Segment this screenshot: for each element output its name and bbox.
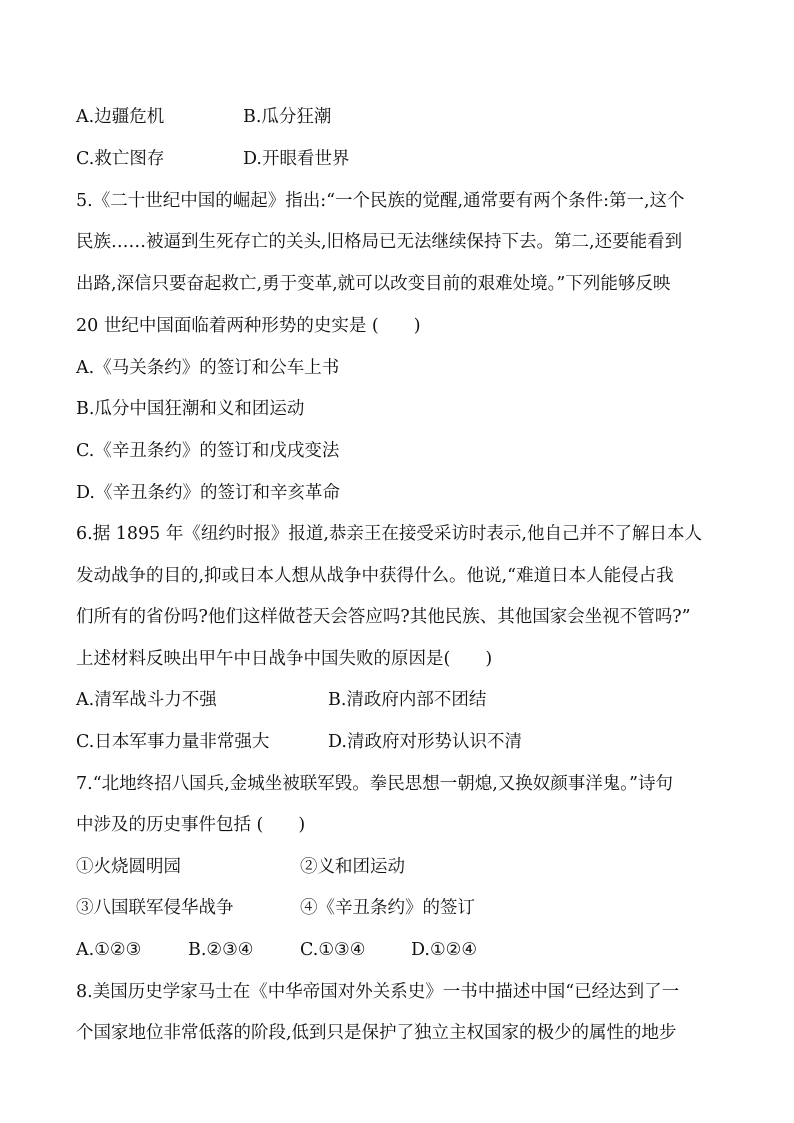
q7-option-b: B.②③④ bbox=[188, 940, 254, 960]
q7-option-a: A.①②③ bbox=[76, 940, 142, 960]
q5-option-b: B.瓜分中国狂潮和义和团运动 bbox=[76, 399, 305, 419]
q4-option-d: D.开眼看世界 bbox=[243, 149, 350, 169]
q5-option-d: D.《辛丑条约》的签订和辛亥革命 bbox=[76, 483, 340, 503]
q6-option-b: B.清政府内部不团结 bbox=[328, 690, 487, 710]
q7-item-4: ④《辛丑条约》的签订 bbox=[300, 898, 475, 918]
q7-option-d: D.①②④ bbox=[411, 940, 478, 960]
q7-item-1: ①火烧圆明园 bbox=[76, 857, 181, 877]
q6-stem-line: 发动战争的目的,抑或日本人想从战争中获得什么。他说,“难道日本人能侵占我 bbox=[76, 566, 674, 586]
q8-stem-line: 8.美国历史学家马士在《中华帝国对外关系史》一书中描述中国“已经达到了一 bbox=[76, 982, 680, 1002]
q6-stem-line: 们所有的省份吗?他们这样做苍天会答应吗?其他民族、其他国家会坐视不管吗?” bbox=[76, 607, 691, 627]
q6-stem-line: 6.据 1895 年《纽约时报》报道,恭亲王在接受采访时表示,他自己并不了解日本人 bbox=[76, 524, 702, 544]
q7-item-2: ②义和团运动 bbox=[300, 857, 405, 877]
q5-option-c: C.《辛丑条约》的签订和戊戌变法 bbox=[76, 441, 340, 461]
q6-option-a: A.清军战斗力不强 bbox=[76, 690, 217, 710]
q6-option-c: C.日本军事力量非常强大 bbox=[76, 732, 270, 752]
q5-stem-line: 20 世纪中国面临着两种形势的史实是 ( ) bbox=[76, 316, 421, 336]
q7-stem-line: 7.“北地终招八国兵,金城坐被联军毁。拳民思想一朝熄,又换奴颜事洋鬼。”诗句 bbox=[76, 774, 673, 794]
q5-stem-line: 民族……被逼到生死存亡的关头,旧格局已无法继续保持下去。第二,还要能看到 bbox=[76, 232, 683, 252]
q7-stem-line: 中涉及的历史事件包括 ( ) bbox=[76, 815, 306, 835]
q4-option-b: B.瓜分狂潮 bbox=[243, 107, 332, 127]
q4-option-a: A.边疆危机 bbox=[76, 107, 165, 127]
q5-stem-line: 出路,深信只要奋起救亡,勇于变革,就可以改变目前的艰难处境。”下列能够反映 bbox=[76, 274, 671, 294]
q4-option-c: C.救亡图存 bbox=[76, 149, 165, 169]
q5-option-a: A.《马关条约》的签订和公车上书 bbox=[76, 358, 340, 378]
q6-option-d: D.清政府对形势认识不清 bbox=[328, 732, 522, 752]
q7-item-3: ③八国联军侵华战争 bbox=[76, 898, 234, 918]
q8-stem-line: 个国家地位非常低落的阶段,低到只是保护了独立主权国家的极少的属性的地步 bbox=[76, 1023, 677, 1043]
q5-stem-line: 5.《二十世纪中国的崛起》指出:“一个民族的觉醒,通常要有两个条件:第一,这个 bbox=[76, 191, 685, 211]
q7-option-c: C.①③④ bbox=[300, 940, 366, 960]
q6-stem-line: 上述材料反映出甲午中日战争中国失败的原因是( ) bbox=[76, 649, 493, 669]
